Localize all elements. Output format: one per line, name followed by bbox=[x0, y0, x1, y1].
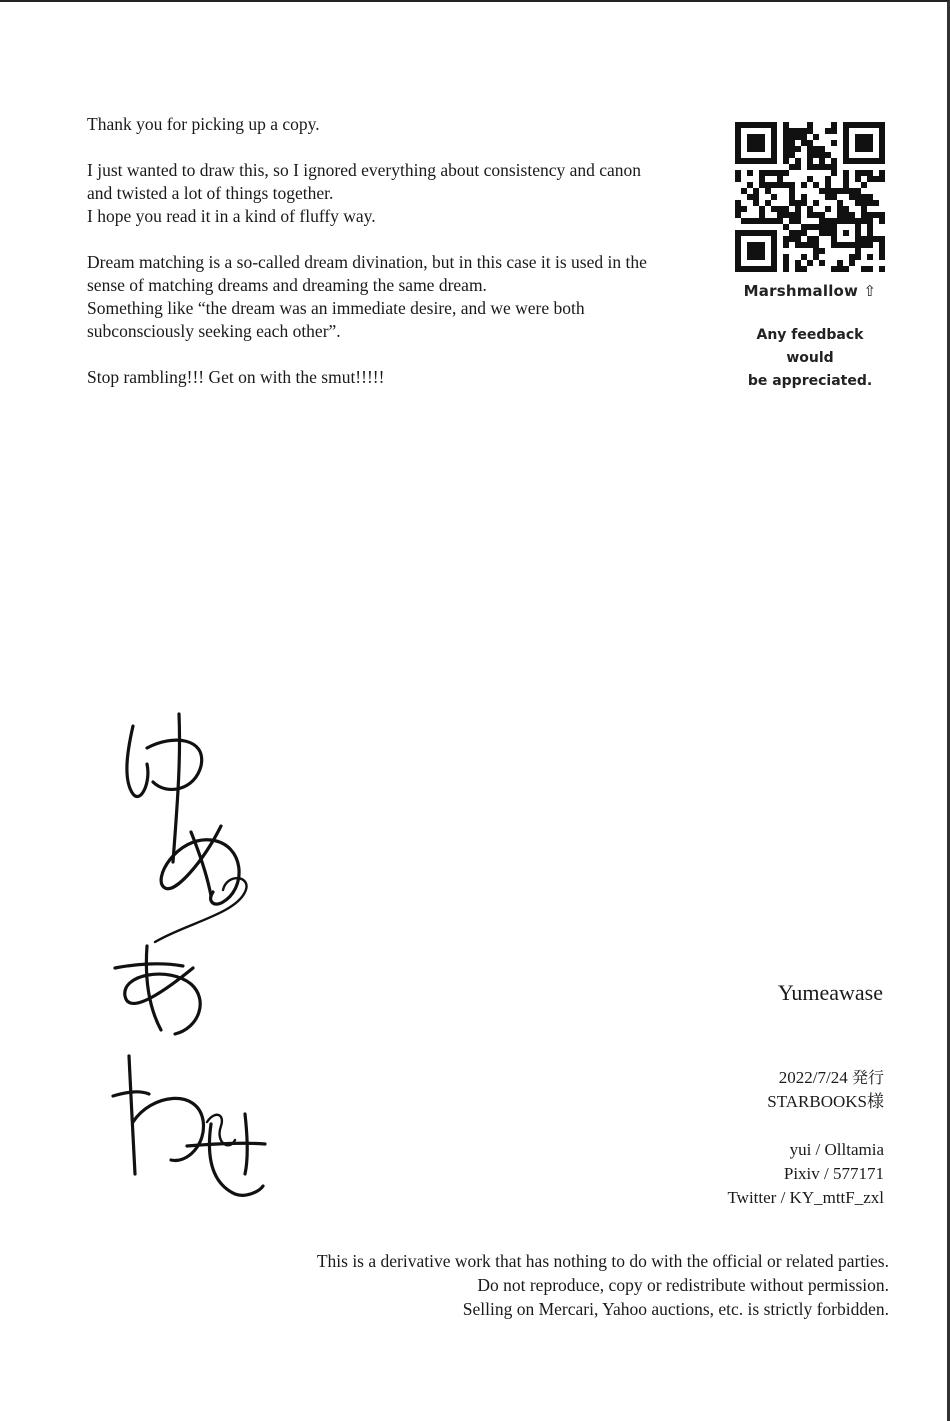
notes-line: Stop rambling!!! Get on with the smut!!!!! bbox=[87, 367, 385, 387]
notes-paragraph-4 bbox=[87, 366, 707, 389]
calligraphy-logo bbox=[95, 712, 275, 1202]
disclaimer-line: This is a derivative work that has nothing to do with the official or related parties. bbox=[316, 1251, 889, 1271]
printer-name: STARBOOKS様 bbox=[767, 1092, 884, 1111]
disclaimer-line: Do not reproduce, copy or redistribute without permission. bbox=[477, 1275, 889, 1295]
notes-line: Something like “the dream was an immediate desire, and we were both bbox=[87, 298, 585, 318]
qr-caption bbox=[735, 282, 885, 300]
disclaimer bbox=[317, 1249, 889, 1321]
notes-line: subconsciously seeking each other”. bbox=[87, 321, 341, 341]
notes-paragraph-2 bbox=[87, 159, 707, 228]
qr-note-line: be appreciated. bbox=[747, 373, 873, 389]
qr-caption-label: Marshmallow bbox=[743, 282, 859, 300]
colophon bbox=[727, 1066, 884, 1210]
notes-line: sense of matching dreams and dreaming the same dream. bbox=[87, 275, 487, 295]
notes-paragraph-3 bbox=[87, 251, 707, 343]
up-arrow-icon: ⇧ bbox=[863, 282, 877, 300]
notes-line: I hope you read it in a kind of fluffy way. bbox=[87, 206, 376, 226]
notes-line: and twisted a lot of things together. bbox=[87, 183, 334, 203]
publication-date: 2022/7/24 bbox=[778, 1068, 848, 1087]
notes-paragraph-1 bbox=[87, 113, 707, 136]
qr-code[interactable] bbox=[735, 122, 885, 272]
pixiv-credit: Pixiv / 577171 bbox=[783, 1164, 884, 1183]
notes-line: Thank you for picking up a copy. bbox=[87, 114, 320, 134]
notes-line: I just wanted to draw this, so I ignored everything about consistency and canon bbox=[87, 160, 642, 180]
disclaimer-line: Selling on Mercari, Yahoo auctions, etc. is strictly forbidden. bbox=[462, 1299, 889, 1319]
qr-note-line: Any feedback would bbox=[756, 327, 864, 366]
issued-label: 発行 bbox=[851, 1068, 884, 1087]
spacer bbox=[727, 1114, 884, 1138]
twitter-credit: Twitter / KY_mttF_zxl bbox=[727, 1188, 884, 1207]
qr-feedback-note bbox=[735, 324, 885, 393]
notes-line: Dream matching is a so-called dream divination, but in this case it is used in the bbox=[87, 252, 647, 272]
book-title: Yumeawase bbox=[777, 980, 883, 1005]
afterword-notes bbox=[87, 113, 707, 412]
author-credit: yui / Olltamia bbox=[789, 1140, 884, 1159]
publication-date-line bbox=[727, 1066, 884, 1090]
qr-block bbox=[735, 122, 885, 393]
